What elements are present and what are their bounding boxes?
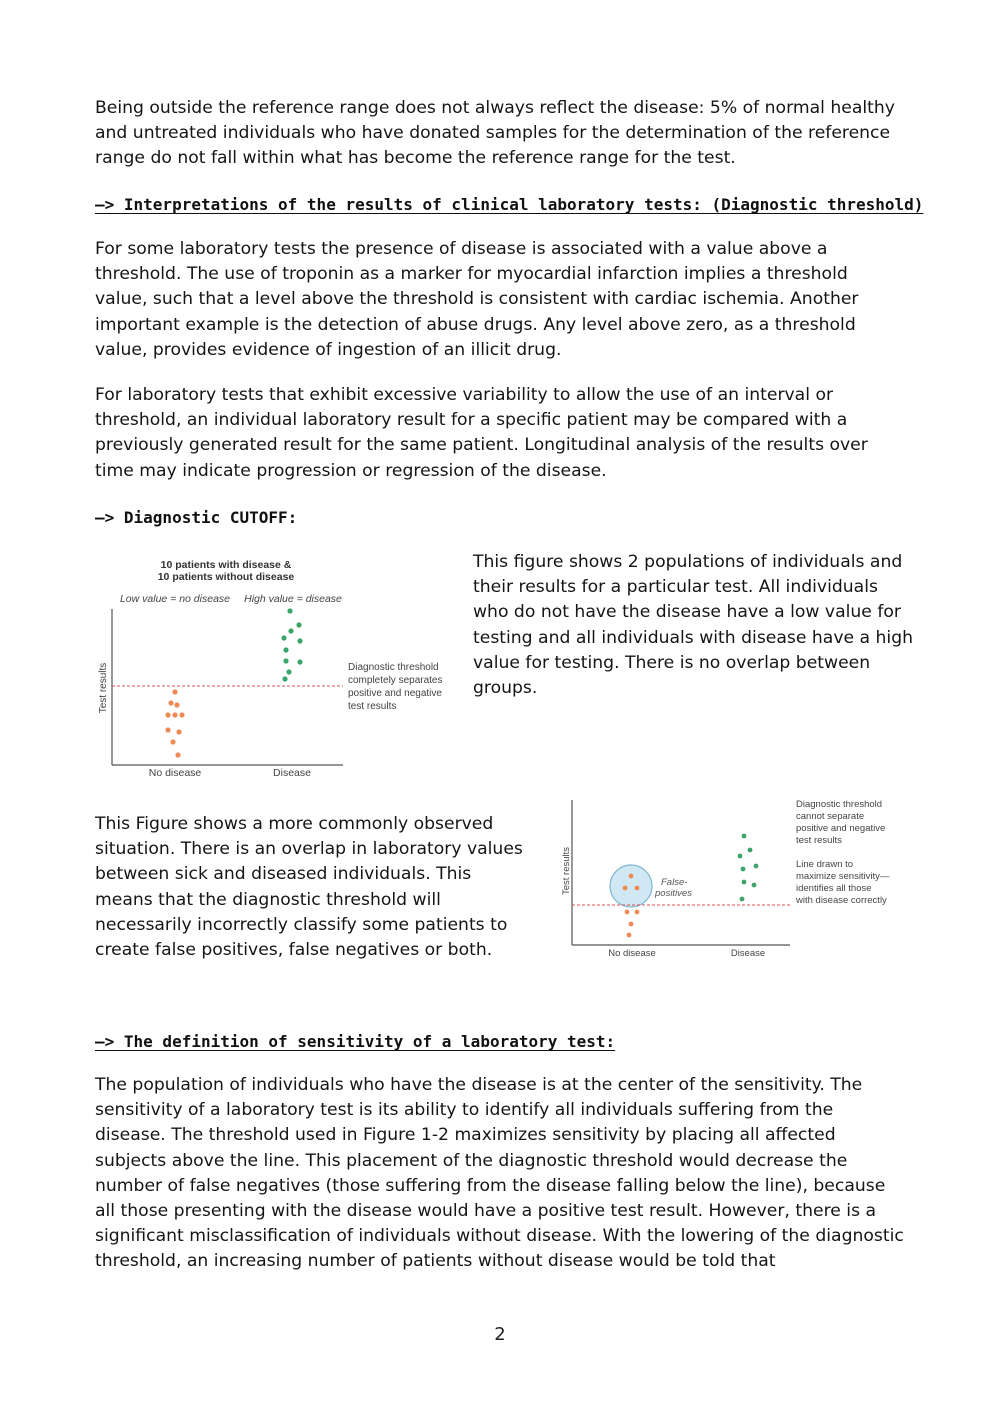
paragraph-threshold: For some laboratory tests the presence of disease is associated with a value above a threshold. The use of troponin as a marker for myocardial infarction implies a threshold value, such that a level above the threshold is consistent with cardiac ischemia. Another important example is the detection of abuse drugs. Any level above zero, as a threshold value, provides evidence of ingestion of an illicit drug. [95,239,859,360]
heading-sensitivity: —> The definition of sensitivity of a laboratory test: [95,1032,616,1051]
fig1-label-high: High value = disease [244,593,342,605]
figure-no-overlap [95,552,460,782]
fig1-dot [296,622,301,627]
fig1-title-line1: 10 patients with disease & [160,559,292,571]
fig2-dot [625,910,630,915]
fig2-dot [627,933,632,938]
fig1-dot [174,702,179,707]
fig1-disease-dots [281,608,302,681]
fig2-dot [748,848,753,853]
fig2-dot [635,910,640,915]
fig1-note-line1: Diagnostic threshold [348,662,439,673]
fig2-ylabel: Test results [561,846,572,896]
fig2-xcat-disease: Disease [730,948,766,959]
fig2-note2-line1: Line drawn to [796,859,854,870]
fig2-dot [754,864,759,869]
fig2-note1-line4: test results [796,835,842,846]
fig1-ylabel: Test results [98,662,109,714]
fig2-note1-line2: cannot separate [796,811,865,822]
fig1-label-low: Low value = no disease [119,593,231,605]
fig1-dot [170,739,175,744]
fig1-dot [282,676,287,681]
fig1-dot [283,647,288,652]
fig1-title-line2: 10 patients without disease [157,571,295,583]
fig1-xcat-disease: Disease [273,767,311,779]
fig1-dot [172,689,177,694]
fig2-xcat-no-disease: No disease [608,948,656,959]
fig1-no-disease-dots [165,689,184,757]
fig2-dot [629,874,634,879]
fig2-note2-line4: with disease correctly [796,895,887,906]
paragraph-sensitivity: The population of individuals who have the disease is at the center of the sensitivity. The sensitivity of a laboratory test is its ability to identify all individuals suffering from the disease. The threshold used in Figure 1-2 maximizes sensitivity by placing all affected subjects above the line. This placement of the diagnostic threshold would decrease the number of false negatives (those suffering from the disease falling below the line), because all those presenting with the disease would have a positive test result. However, there is a significant misclassification of individuals without disease. With the lowering of the diagnostic threshold, an increasing number of patients without disease would be told that [95,1075,904,1272]
fig1-dot [281,635,286,640]
fig1-dot [297,638,302,643]
paragraph-figure2-description: This Figure shows a more commonly observed situation. There is an overlap in laboratory values between sick and diseased individuals. This means that the diagnostic threshold will necessarily incorrectly classify some patients to create false positives, false negatives or both. [95,814,523,961]
fig2-fp-label-line2: positives [655,888,692,899]
paragraph-variability: For laboratory tests that exhibit excessive variability to allow the use of an interval or threshold, an individual laboratory result for a specific patient may be compared with a previously generated result for the same patient. Longitudinal analysis of the results over time may indicate progression or regression of the disease. [95,385,868,481]
fig2-note2-line3: identifies all those [796,883,872,894]
fig1-dot [165,712,170,717]
page-number: 2 [494,1324,506,1345]
paragraph-figure1-description: This figure shows 2 populations of individuals and their results for a particular test. All individuals who do not have the disease have a low value for testing and all individuals with disease have a high value for testing. There is no overlap between groups. [473,552,913,699]
fig1-dot [283,658,288,663]
fig2-dot [742,834,747,839]
fig1-xcat-no-disease: No disease [148,767,202,779]
fig1-dot [297,659,302,664]
fig2-dot [752,883,757,888]
fig1-dot [286,669,291,674]
fig2-note1-line3: positive and negative [796,823,886,834]
heading-diagnostic-cutoff: —> Diagnostic CUTOFF: [95,508,298,527]
fig2-fp-label-line1: False- [661,877,688,888]
fig1-note-line3: positive and negative [348,688,442,699]
fig1-dot [168,700,173,705]
fig2-dot [742,880,747,885]
heading-diagnostic-threshold: —> Interpretations of the results of clinical laboratory tests: (Diagnostic threshold) [95,195,924,214]
fig2-note1-line1: Diagnostic threshold [796,799,883,810]
fig1-dot [175,752,180,757]
fig2-disease-dots [738,834,759,902]
fig2-dot [623,886,628,891]
fig1-dot [165,727,170,732]
figure-overlap [558,795,903,965]
fig1-dot [288,628,293,633]
fig2-dot [741,867,746,872]
fig2-dot [629,922,634,927]
fig2-dot [738,854,743,859]
fig1-dot [176,729,181,734]
fig1-dot [287,608,292,613]
fig2-dot [740,897,745,902]
fig1-note-line4: test results [348,701,397,712]
fig1-dot [172,712,177,717]
fig2-dot [635,886,640,891]
fig1-note-line2: completely separates [348,675,443,686]
paragraph-reference-range: Being outside the reference range does not always reflect the disease: 5% of normal healthy and untreated individuals who have donated samples for the determination of the reference range do not fall within what has become the reference range for the test. [95,98,895,169]
fig2-false-positive-circle [610,865,652,907]
fig1-dot [179,712,184,717]
fig2-note2-line2: maximize sensitivity— [796,871,890,882]
